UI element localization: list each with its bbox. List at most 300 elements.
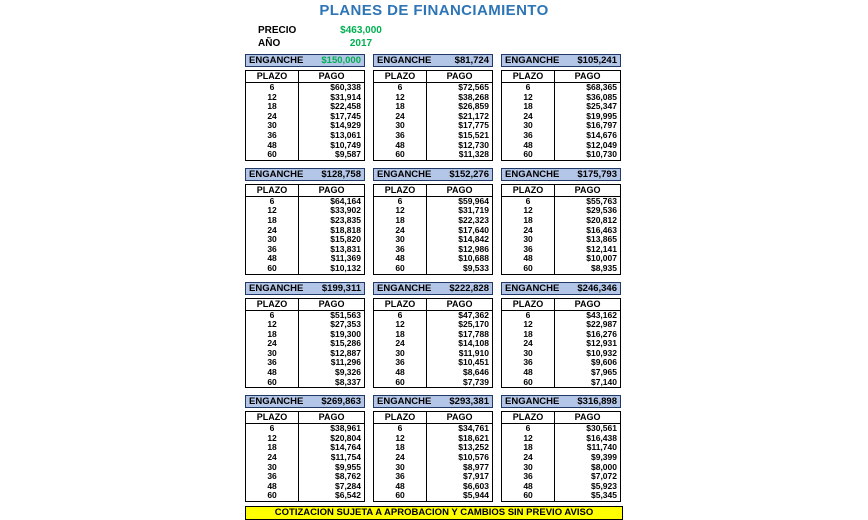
plazo-cell: 6 bbox=[502, 83, 555, 93]
pago-cell: $17,775 bbox=[458, 120, 489, 131]
plazo-cell: 6 bbox=[374, 311, 427, 321]
plazo-cell: 60 bbox=[246, 491, 299, 501]
table-header-row bbox=[502, 185, 620, 197]
plazo-cell: 60 bbox=[502, 491, 555, 501]
pago-cell: $11,369 bbox=[330, 253, 361, 264]
plazo-cell: 6 bbox=[246, 424, 299, 434]
pago-cell: $9,399 bbox=[590, 452, 617, 463]
plazo-cell: 24 bbox=[374, 339, 427, 349]
plan-block bbox=[501, 168, 621, 275]
plazo-column-header: PLAZO bbox=[374, 71, 427, 82]
plazo-cell: 24 bbox=[374, 226, 427, 236]
plazo-cell: 12 bbox=[502, 434, 555, 444]
plazo-column-header: PLAZO bbox=[374, 412, 427, 423]
plazo-column-header: PLAZO bbox=[502, 185, 555, 196]
payment-table bbox=[501, 298, 621, 389]
pago-cell: $17,640 bbox=[458, 224, 489, 235]
pago-cell: $9,606 bbox=[590, 357, 617, 368]
pago-cell: $34,761 bbox=[458, 423, 489, 434]
enganche-label: ENGANCHE bbox=[249, 168, 304, 180]
pago-cell: $10,730 bbox=[586, 149, 617, 160]
pago-cell: $33,902 bbox=[330, 205, 361, 216]
plazo-cell: 30 bbox=[246, 121, 299, 131]
pago-cell: $12,887 bbox=[330, 347, 361, 358]
pago-cell: $26,859 bbox=[458, 101, 489, 112]
pago-cell: $9,587 bbox=[334, 149, 361, 160]
pago-cell: $22,987 bbox=[586, 319, 617, 330]
pago-cell: $13,252 bbox=[458, 442, 489, 453]
document-content bbox=[245, 0, 623, 520]
plazo-cell: 36 bbox=[374, 131, 427, 141]
plazo-cell: 30 bbox=[246, 463, 299, 473]
pago-cell: $10,007 bbox=[586, 253, 617, 264]
plazo-cell: 30 bbox=[502, 463, 555, 473]
pago-cell: $16,797 bbox=[586, 120, 617, 131]
pago-column-header: PAGO bbox=[574, 71, 601, 81]
pago-cell: $17,788 bbox=[458, 328, 489, 339]
plazo-cell: 18 bbox=[246, 443, 299, 453]
plan-block bbox=[501, 54, 621, 161]
precio-value: $463,000 bbox=[340, 25, 382, 36]
plazo-cell: 12 bbox=[246, 93, 299, 103]
plazo-cell: 36 bbox=[502, 472, 555, 482]
plan-block bbox=[245, 54, 365, 161]
plazo-cell: 36 bbox=[374, 245, 427, 255]
plazo-cell: 48 bbox=[374, 368, 427, 378]
enganche-label: ENGANCHE bbox=[249, 55, 304, 66]
pago-cell: $14,764 bbox=[330, 442, 361, 453]
plazo-cell: 24 bbox=[502, 339, 555, 349]
pago-cell: $23,835 bbox=[330, 214, 361, 225]
plazo-cell: 24 bbox=[246, 453, 299, 463]
plazo-cell: 18 bbox=[502, 216, 555, 226]
enganche-label: ENGANCHE bbox=[505, 168, 560, 180]
pago-cell: $14,929 bbox=[330, 120, 361, 131]
pago-cell: $21,172 bbox=[458, 110, 489, 121]
enganche-value: $222,828 bbox=[449, 282, 489, 294]
plan-block bbox=[245, 282, 365, 389]
plazo-column-header: PLAZO bbox=[246, 412, 299, 423]
pago-column-header: PAGO bbox=[574, 184, 601, 195]
plazo-column-header: PLAZO bbox=[246, 71, 299, 82]
plazo-cell: 48 bbox=[502, 368, 555, 378]
pago-cell: $38,961 bbox=[330, 423, 361, 434]
enganche-label: ENGANCHE bbox=[505, 55, 560, 66]
pago-cell: $72,565 bbox=[458, 82, 489, 92]
plazo-cell: 12 bbox=[374, 93, 427, 103]
enganche-header bbox=[501, 395, 621, 408]
pago-cell: $22,323 bbox=[458, 214, 489, 225]
pago-cell: $11,910 bbox=[458, 347, 489, 358]
table-row bbox=[502, 264, 620, 274]
plazo-cell: 60 bbox=[246, 378, 299, 388]
plazo-cell: 60 bbox=[374, 491, 427, 501]
plazo-column-header: PLAZO bbox=[374, 299, 427, 310]
table-row bbox=[374, 264, 492, 274]
plazo-cell: 48 bbox=[246, 482, 299, 492]
plazo-cell: 48 bbox=[374, 482, 427, 492]
plazo-cell: 18 bbox=[374, 330, 427, 340]
plan-block bbox=[245, 395, 365, 502]
plazo-cell: 36 bbox=[502, 131, 555, 141]
pago-cell: $12,049 bbox=[586, 139, 617, 150]
pago-cell: $7,965 bbox=[590, 367, 617, 378]
plazo-cell: 12 bbox=[246, 434, 299, 444]
pago-cell: $13,865 bbox=[586, 234, 617, 245]
enganche-value: $199,311 bbox=[321, 282, 361, 294]
plazo-cell: 18 bbox=[246, 102, 299, 112]
plazo-cell: 48 bbox=[374, 141, 427, 151]
plazo-cell: 6 bbox=[246, 197, 299, 207]
enganche-value: $128,758 bbox=[321, 168, 361, 180]
plazo-cell: 30 bbox=[246, 235, 299, 245]
enganche-header bbox=[245, 54, 365, 67]
pago-cell: $18,818 bbox=[330, 224, 361, 235]
payment-table bbox=[501, 184, 621, 275]
pago-cell: $10,576 bbox=[458, 452, 489, 463]
plazo-column-header: PLAZO bbox=[246, 185, 299, 196]
enganche-value: $81,724 bbox=[454, 55, 489, 66]
pago-cell: $12,141 bbox=[586, 243, 617, 254]
pago-cell: $16,463 bbox=[586, 224, 617, 235]
payment-table bbox=[373, 70, 493, 161]
plazo-cell: 60 bbox=[502, 264, 555, 274]
table-row bbox=[246, 264, 364, 274]
payment-table bbox=[245, 70, 365, 161]
page-title: PLANES DE FINANCIAMIENTO bbox=[319, 2, 549, 19]
plazo-cell: 6 bbox=[502, 424, 555, 434]
pago-cell: $10,688 bbox=[458, 253, 489, 264]
plazo-cell: 18 bbox=[246, 216, 299, 226]
disclaimer-banner: COTIZACION SUJETA A APROBACION Y CAMBIOS SIN PREVIO AVISO bbox=[245, 506, 623, 520]
pago-cell: $51,563 bbox=[330, 309, 361, 320]
plazo-cell: 6 bbox=[374, 424, 427, 434]
enganche-value: $269,863 bbox=[321, 396, 361, 408]
pago-cell: $10,451 bbox=[458, 357, 489, 368]
plazo-column-header: PLAZO bbox=[374, 185, 427, 196]
enganche-value: $105,241 bbox=[577, 55, 617, 66]
pago-cell: $10,132 bbox=[330, 262, 361, 273]
pago-cell: $19,300 bbox=[330, 328, 361, 339]
enganche-header bbox=[373, 168, 493, 181]
plazo-column-header: PLAZO bbox=[502, 412, 555, 423]
enganche-value: $175,793 bbox=[577, 168, 617, 180]
pago-cell: $9,533 bbox=[462, 262, 489, 273]
pago-cell: $8,337 bbox=[334, 376, 361, 387]
plazo-cell: 12 bbox=[374, 434, 427, 444]
pago-cell: $7,739 bbox=[462, 376, 489, 387]
plazo-cell: 60 bbox=[246, 264, 299, 274]
pago-column-header: PAGO bbox=[318, 298, 345, 309]
pago-cell: $17,745 bbox=[330, 110, 361, 121]
pago-cell: $9,326 bbox=[334, 367, 361, 378]
pago-cell: $15,521 bbox=[458, 129, 489, 140]
plazo-cell: 48 bbox=[502, 254, 555, 264]
pago-cell: $15,820 bbox=[330, 234, 361, 245]
plazo-cell: 12 bbox=[502, 206, 555, 216]
plazo-cell: 36 bbox=[374, 358, 427, 368]
pago-cell: $27,353 bbox=[330, 319, 361, 330]
plazo-cell: 30 bbox=[502, 349, 555, 359]
plazo-cell: 6 bbox=[374, 83, 427, 93]
table-row bbox=[374, 378, 492, 388]
plazo-cell: 12 bbox=[246, 320, 299, 330]
enganche-header bbox=[501, 54, 621, 67]
pago-cell: $20,804 bbox=[330, 432, 361, 443]
payment-table bbox=[373, 411, 493, 502]
plan-block bbox=[373, 282, 493, 389]
pago-cell: $55,763 bbox=[586, 195, 617, 206]
plan-block bbox=[373, 168, 493, 275]
pago-cell: $8,762 bbox=[334, 471, 361, 482]
enganche-label: ENGANCHE bbox=[249, 282, 304, 294]
payment-table bbox=[373, 298, 493, 389]
enganche-label: ENGANCHE bbox=[377, 55, 432, 66]
pago-cell: $68,365 bbox=[586, 82, 617, 92]
plazo-cell: 36 bbox=[502, 358, 555, 368]
pago-cell: $43,162 bbox=[586, 309, 617, 320]
pago-column-header: PAGO bbox=[318, 412, 345, 423]
pago-cell: $60,338 bbox=[330, 82, 361, 92]
table-row bbox=[502, 378, 620, 388]
plazo-cell: 60 bbox=[502, 150, 555, 160]
precio-row bbox=[258, 24, 623, 37]
enganche-label: ENGANCHE bbox=[377, 168, 432, 180]
pago-cell: $13,061 bbox=[330, 129, 361, 140]
pago-cell: $19,995 bbox=[586, 110, 617, 121]
pago-cell: $8,935 bbox=[590, 262, 617, 273]
pago-cell: $6,603 bbox=[462, 480, 489, 491]
pago-cell: $22,458 bbox=[330, 101, 361, 112]
plazo-cell: 30 bbox=[246, 349, 299, 359]
plazo-cell: 24 bbox=[246, 226, 299, 236]
enganche-value: $150,000 bbox=[321, 55, 361, 66]
plazo-cell: 18 bbox=[374, 102, 427, 112]
pago-cell: $10,749 bbox=[330, 139, 361, 150]
table-row bbox=[246, 378, 364, 388]
pago-cell: $11,754 bbox=[330, 452, 361, 463]
plazo-cell: 6 bbox=[246, 83, 299, 93]
pago-cell: $30,561 bbox=[586, 423, 617, 434]
pago-column-header: PAGO bbox=[318, 71, 345, 81]
payment-table bbox=[245, 298, 365, 389]
enganche-header bbox=[245, 395, 365, 408]
payment-table bbox=[245, 184, 365, 275]
plazo-cell: 18 bbox=[502, 102, 555, 112]
pago-column-header: PAGO bbox=[446, 71, 473, 81]
plazo-column-header: PLAZO bbox=[502, 71, 555, 82]
pago-cell: $31,914 bbox=[330, 91, 361, 102]
enganche-header bbox=[373, 395, 493, 408]
table-header-row bbox=[374, 299, 492, 311]
plazo-cell: 48 bbox=[502, 141, 555, 151]
plazo-cell: 48 bbox=[246, 141, 299, 151]
pago-cell: $16,438 bbox=[586, 432, 617, 443]
plazo-cell: 30 bbox=[502, 121, 555, 131]
plans-grid bbox=[245, 54, 623, 502]
payment-table bbox=[501, 411, 621, 502]
plazo-cell: 36 bbox=[502, 245, 555, 255]
table-row bbox=[374, 150, 492, 160]
pago-cell: $10,932 bbox=[586, 347, 617, 358]
table-row bbox=[374, 491, 492, 501]
plan-block bbox=[373, 395, 493, 502]
plazo-cell: 60 bbox=[374, 150, 427, 160]
pago-cell: $31,719 bbox=[458, 205, 489, 216]
table-row bbox=[246, 491, 364, 501]
plazo-cell: 12 bbox=[374, 320, 427, 330]
enganche-label: ENGANCHE bbox=[249, 396, 304, 408]
pago-cell: $12,986 bbox=[458, 243, 489, 254]
plazo-cell: 18 bbox=[246, 330, 299, 340]
plazo-cell: 6 bbox=[246, 311, 299, 321]
pago-column-header: PAGO bbox=[446, 298, 473, 309]
plazo-cell: 18 bbox=[374, 216, 427, 226]
anio-value: 2017 bbox=[349, 38, 373, 49]
pago-cell: $16,276 bbox=[586, 328, 617, 339]
enganche-header bbox=[373, 54, 493, 67]
plazo-cell: 36 bbox=[246, 131, 299, 141]
pago-cell: $7,284 bbox=[334, 480, 361, 491]
pago-column-header: PAGO bbox=[446, 184, 473, 195]
plazo-cell: 36 bbox=[374, 472, 427, 482]
plazo-cell: 60 bbox=[502, 378, 555, 388]
enganche-header bbox=[245, 168, 365, 181]
pago-cell: $59,964 bbox=[458, 195, 489, 206]
table-header-row bbox=[502, 299, 620, 311]
plazo-cell: 30 bbox=[374, 349, 427, 359]
plazo-cell: 30 bbox=[374, 463, 427, 473]
pago-cell: $36,085 bbox=[586, 91, 617, 102]
pago-cell: $9,955 bbox=[334, 461, 361, 472]
pago-cell: $7,072 bbox=[590, 471, 617, 482]
plazo-cell: 6 bbox=[502, 197, 555, 207]
pago-cell: $8,977 bbox=[462, 461, 489, 472]
plan-block bbox=[501, 282, 621, 389]
pago-cell: $25,347 bbox=[586, 101, 617, 112]
plazo-cell: 60 bbox=[374, 264, 427, 274]
plazo-cell: 48 bbox=[502, 482, 555, 492]
anio-row bbox=[258, 37, 623, 50]
pago-column-header: PAGO bbox=[446, 412, 473, 423]
plazo-cell: 6 bbox=[502, 311, 555, 321]
plazo-cell: 24 bbox=[374, 453, 427, 463]
pago-cell: $11,296 bbox=[330, 357, 361, 368]
pago-cell: $6,542 bbox=[334, 490, 361, 501]
enganche-label: ENGANCHE bbox=[505, 282, 560, 294]
plan-block bbox=[245, 168, 365, 275]
pago-cell: $12,931 bbox=[586, 338, 617, 349]
plazo-cell: 12 bbox=[374, 206, 427, 216]
plazo-column-header: PLAZO bbox=[502, 299, 555, 310]
pago-cell: $8,000 bbox=[590, 461, 617, 472]
pago-column-header: PAGO bbox=[318, 184, 345, 195]
pago-cell: $7,917 bbox=[462, 471, 489, 482]
enganche-header bbox=[245, 282, 365, 295]
table-header-row bbox=[246, 185, 364, 197]
enganche-value: $152,276 bbox=[449, 168, 489, 180]
plazo-cell: 24 bbox=[502, 226, 555, 236]
precio-label: PRECIO bbox=[258, 25, 297, 36]
plazo-cell: 36 bbox=[246, 358, 299, 368]
pago-cell: $7,140 bbox=[590, 376, 617, 387]
enganche-label: ENGANCHE bbox=[377, 396, 432, 408]
payment-table bbox=[501, 70, 621, 161]
plazo-cell: 18 bbox=[502, 443, 555, 453]
plan-block bbox=[373, 54, 493, 161]
plazo-cell: 24 bbox=[502, 112, 555, 122]
pago-cell: $13,831 bbox=[330, 243, 361, 254]
payment-table bbox=[373, 184, 493, 275]
enganche-header bbox=[501, 168, 621, 181]
plazo-cell: 30 bbox=[502, 235, 555, 245]
pago-cell: $29,536 bbox=[586, 205, 617, 216]
plazo-cell: 6 bbox=[374, 197, 427, 207]
pago-column-header: PAGO bbox=[574, 298, 601, 309]
pago-cell: $5,923 bbox=[590, 480, 617, 491]
table-header-row bbox=[246, 299, 364, 311]
plazo-cell: 24 bbox=[374, 112, 427, 122]
plazo-cell: 18 bbox=[374, 443, 427, 453]
enganche-value: $316,898 bbox=[577, 396, 617, 408]
plazo-column-header: PLAZO bbox=[246, 299, 299, 310]
plazo-cell: 12 bbox=[246, 206, 299, 216]
plazo-cell: 12 bbox=[502, 320, 555, 330]
enganche-value: $246,346 bbox=[577, 282, 617, 294]
plazo-cell: 48 bbox=[246, 254, 299, 264]
pago-cell: $15,286 bbox=[330, 338, 361, 349]
enganche-header bbox=[373, 282, 493, 295]
pago-cell: $12,730 bbox=[458, 139, 489, 150]
pago-cell: $14,842 bbox=[458, 234, 489, 245]
plazo-cell: 12 bbox=[502, 93, 555, 103]
pago-cell: $25,170 bbox=[458, 319, 489, 330]
table-row bbox=[502, 491, 620, 501]
plan-block bbox=[501, 395, 621, 502]
pago-cell: $14,108 bbox=[458, 338, 489, 349]
pago-cell: $11,740 bbox=[586, 442, 617, 453]
pago-cell: $38,268 bbox=[458, 91, 489, 102]
plazo-cell: 60 bbox=[374, 378, 427, 388]
plazo-cell: 24 bbox=[246, 339, 299, 349]
pago-cell: $8,646 bbox=[462, 367, 489, 378]
pago-cell: $14,676 bbox=[586, 129, 617, 140]
pago-cell: $5,345 bbox=[590, 490, 617, 501]
pago-column-header: PAGO bbox=[574, 412, 601, 423]
plazo-cell: 36 bbox=[246, 245, 299, 255]
enganche-label: ENGANCHE bbox=[505, 396, 560, 408]
pago-cell: $64,164 bbox=[330, 195, 361, 206]
plazo-cell: 48 bbox=[374, 254, 427, 264]
pago-cell: $47,362 bbox=[458, 309, 489, 320]
table-row bbox=[502, 150, 620, 160]
enganche-label: ENGANCHE bbox=[377, 282, 432, 294]
pago-cell: $18,621 bbox=[458, 432, 489, 443]
pago-cell: $20,812 bbox=[586, 214, 617, 225]
enganche-header bbox=[501, 282, 621, 295]
enganche-value: $293,381 bbox=[449, 396, 489, 408]
plazo-cell: 24 bbox=[246, 112, 299, 122]
pago-cell: $11,328 bbox=[458, 149, 489, 160]
price-info-block bbox=[258, 24, 623, 50]
plazo-cell: 24 bbox=[502, 453, 555, 463]
plazo-cell: 30 bbox=[374, 235, 427, 245]
pago-cell: $5,944 bbox=[462, 490, 489, 501]
plazo-cell: 60 bbox=[246, 150, 299, 160]
payment-table bbox=[245, 411, 365, 502]
plazo-cell: 18 bbox=[502, 330, 555, 340]
table-header-row bbox=[374, 185, 492, 197]
